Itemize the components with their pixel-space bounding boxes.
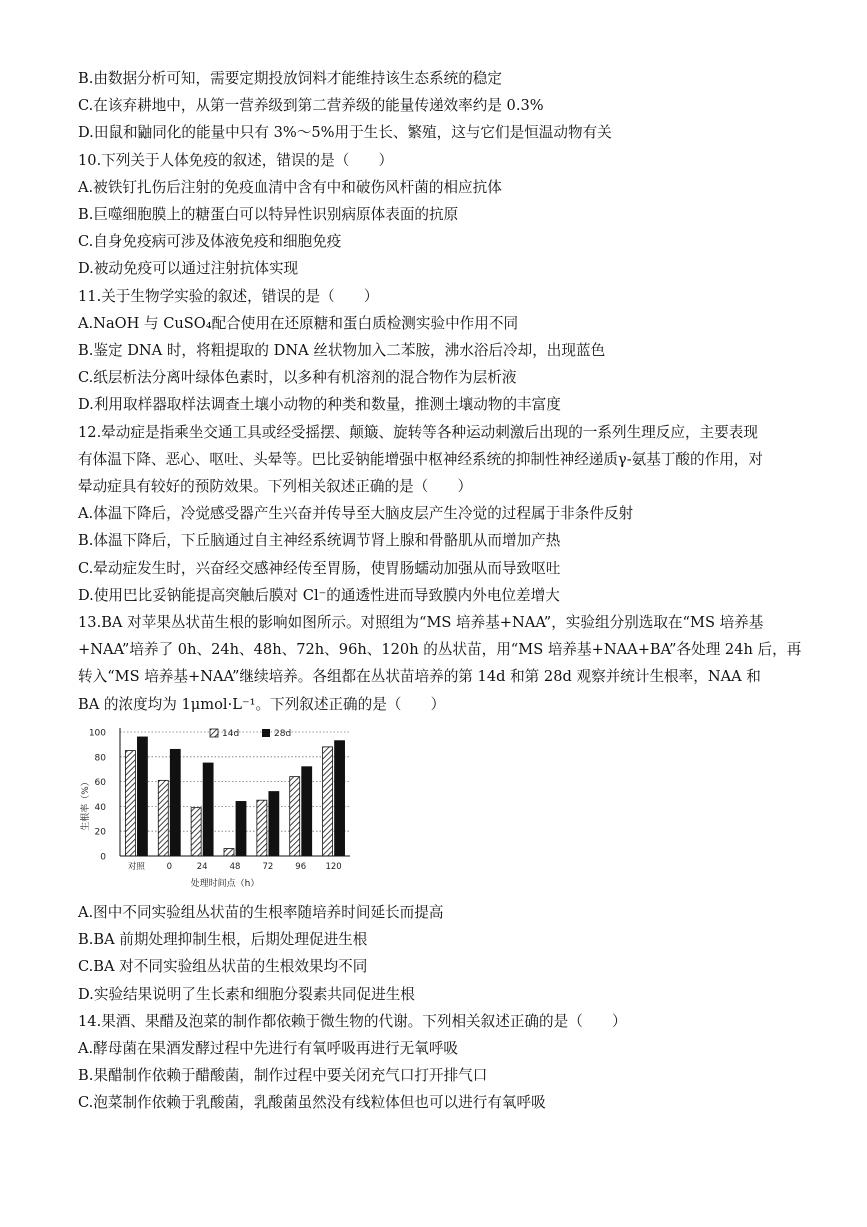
text-line: C.纸层析法分离叶绿体色素时，以多种有机溶剂的混合物作为层析液	[78, 369, 517, 387]
text-line: B.BA 前期处理抑制生根，后期处理促进生根	[78, 931, 368, 949]
y-tick-label: 40	[94, 802, 106, 813]
x-tick-label: 48	[229, 862, 241, 872]
text-line: B.巨噬细胞膜上的糖蛋白可以特异性识别病原体表面的抗原	[78, 206, 459, 223]
y-tick-label: 20	[94, 827, 106, 838]
text-line: D.实验结果说明了生长素和细胞分裂素共同促进生根	[78, 985, 415, 1003]
text-line: C.自身免疫病可涉及体液免疫和细胞免疫	[78, 233, 342, 251]
x-tick-label: 0	[166, 862, 172, 872]
bar-28d	[137, 737, 147, 856]
x-tick-label: 72	[262, 862, 274, 872]
text-line: B.由数据分析可知，需要定期投放饲料才能维持该生态系统的稳定	[78, 70, 502, 87]
bar-14d	[191, 808, 201, 856]
bar-14d	[224, 849, 234, 856]
text-line: C.BA 对不同实验组丛状苗的生根效果均不同	[78, 958, 368, 976]
bar-14d	[290, 777, 300, 856]
y-tick-label: 100	[88, 728, 106, 739]
question-stem: 11.关于生物学实验的叙述，错误的是（ ）	[78, 287, 379, 305]
text-line: A.酵母菌在果酒发酵过程中先进行有氧呼吸再进行无氧呼吸	[78, 1040, 459, 1057]
bar-14d	[257, 800, 267, 856]
y-tick-label: 0	[100, 852, 106, 863]
text-line: A.NaOH 与 CuSO₄配合使用在还原糖和蛋白质检测实验中作用不同	[78, 314, 519, 332]
question-stem: 13.BA 对苹果丛状苗生根的影响如图所示。对照组为“MS 培养基+NAA”，实验组分别选取在“MS 培养基	[78, 614, 764, 631]
rooting-rate-bar-chart	[80, 724, 360, 894]
text-line: C.晕动症发生时，兴奋经交感神经传至胃肠，使胃肠蠕动加强从而导致呕吐	[78, 559, 561, 577]
bar-14d	[158, 780, 168, 856]
bar-14d	[323, 747, 333, 856]
legend-swatch-28d	[262, 729, 270, 737]
x-tick-label: 对照	[127, 862, 145, 872]
text-line: 晕动症具有较好的预防效果。下列相关叙述正确的是（ ）	[78, 478, 473, 495]
x-axis-title: 处理时间点（h）	[190, 879, 260, 889]
legend-label-14d: 14d	[222, 729, 240, 739]
x-tick-label: 96	[295, 862, 307, 872]
text-line: A.被铁钉扎伤后注射的免疫血清中含有中和破伤风杆菌的相应抗体	[78, 178, 502, 196]
text-line: C.在该弃耕地中，从第一营养级到第二营养级的能量传递效率约是 0.3%	[78, 97, 544, 115]
y-axis-title: 生根率（%）	[81, 777, 91, 831]
x-tick-label: 24	[196, 862, 208, 872]
text-line: 转入“MS 培养基+NAA”继续培养。各组都在丛状苗培养的第 14d 和第 28d 观察并统计生根率，NAA 和	[78, 668, 761, 686]
question-stem: 10.下列关于人体免疫的叙述，错误的是（ ）	[78, 151, 394, 169]
question-stem: 14.果酒、果醋及泡菜的制作都依赖于微生物的代谢。下列相关叙述正确的是（ ）	[78, 1012, 627, 1030]
text-line: BA 的浓度均为 1μmol·L⁻¹。下列叙述正确的是（ ）	[78, 695, 446, 713]
text-line: D.利用取样器取样法调查土壤小动物的种类和数量，推测土壤动物的丰富度	[78, 396, 561, 414]
text-line: B.体温下降后，下丘脑通过自主神经系统调节肾上腺和骨骼肌从而增加产热	[78, 532, 561, 550]
text-line: A.图中不同实验组丛状苗的生根率随培养时间延长而提高	[78, 904, 444, 921]
question-stem: 12.晕动症是指乘坐交通工具或经受摇摆、颠簸、旋转等各种运动刺激后出现的一系列生理反应，主要表现	[78, 423, 758, 441]
x-tick-label: 120	[325, 862, 342, 872]
bar-28d	[170, 749, 180, 856]
text-line: D.被动免疫可以通过注射抗体实现	[78, 260, 299, 278]
text-line: D.田鼠和鼬同化的能量中只有 3%～5%用于生长、繁殖，这与它们是恒温动物有关	[78, 124, 612, 142]
bar-28d	[236, 801, 246, 856]
text-line: C.泡菜制作依赖于乳酸菌，乳酸菌虽然没有线粒体但也可以进行有氧呼吸	[78, 1094, 546, 1112]
bar-28d	[203, 763, 213, 856]
text-line: 有体温下降、恶心、呕吐、头晕等。巴比妥钠能增强中枢神经系统的抑制性神经递质γ-氨基丁酸的作用，对	[78, 450, 763, 468]
text-line: B.果醋制作依赖于醋酸菌，制作过程中要关闭充气口打开排气口	[78, 1067, 488, 1085]
y-tick-label: 80	[94, 753, 106, 764]
y-tick-label: 60	[94, 778, 106, 789]
text-line: D.使用巴比妥钠能提高突触后膜对 Cl⁻的通透性进而导致膜内外电位差增大	[78, 586, 560, 604]
text-line: +NAA”培养了 0h、24h、48h、72h、96h、120h 的丛状苗，用“MS 培养基+NAA+BA”各处理 24h 后，再	[78, 641, 802, 659]
bar-14d	[125, 751, 135, 856]
legend-label-28d: 28d	[274, 729, 292, 739]
text-line: B.鉴定 DNA 时，将粗提取的 DNA 丝状物加入二苯胺，沸水浴后冷却，出现蓝色	[78, 342, 606, 359]
legend-swatch-14d	[210, 729, 218, 737]
bar-28d	[335, 741, 345, 856]
bar-28d	[302, 767, 312, 856]
text-line: A.体温下降后，冷觉感受器产生兴奋并传导至大脑皮层产生冷觉的过程属于非条件反射	[78, 505, 634, 523]
bar-28d	[269, 792, 279, 856]
